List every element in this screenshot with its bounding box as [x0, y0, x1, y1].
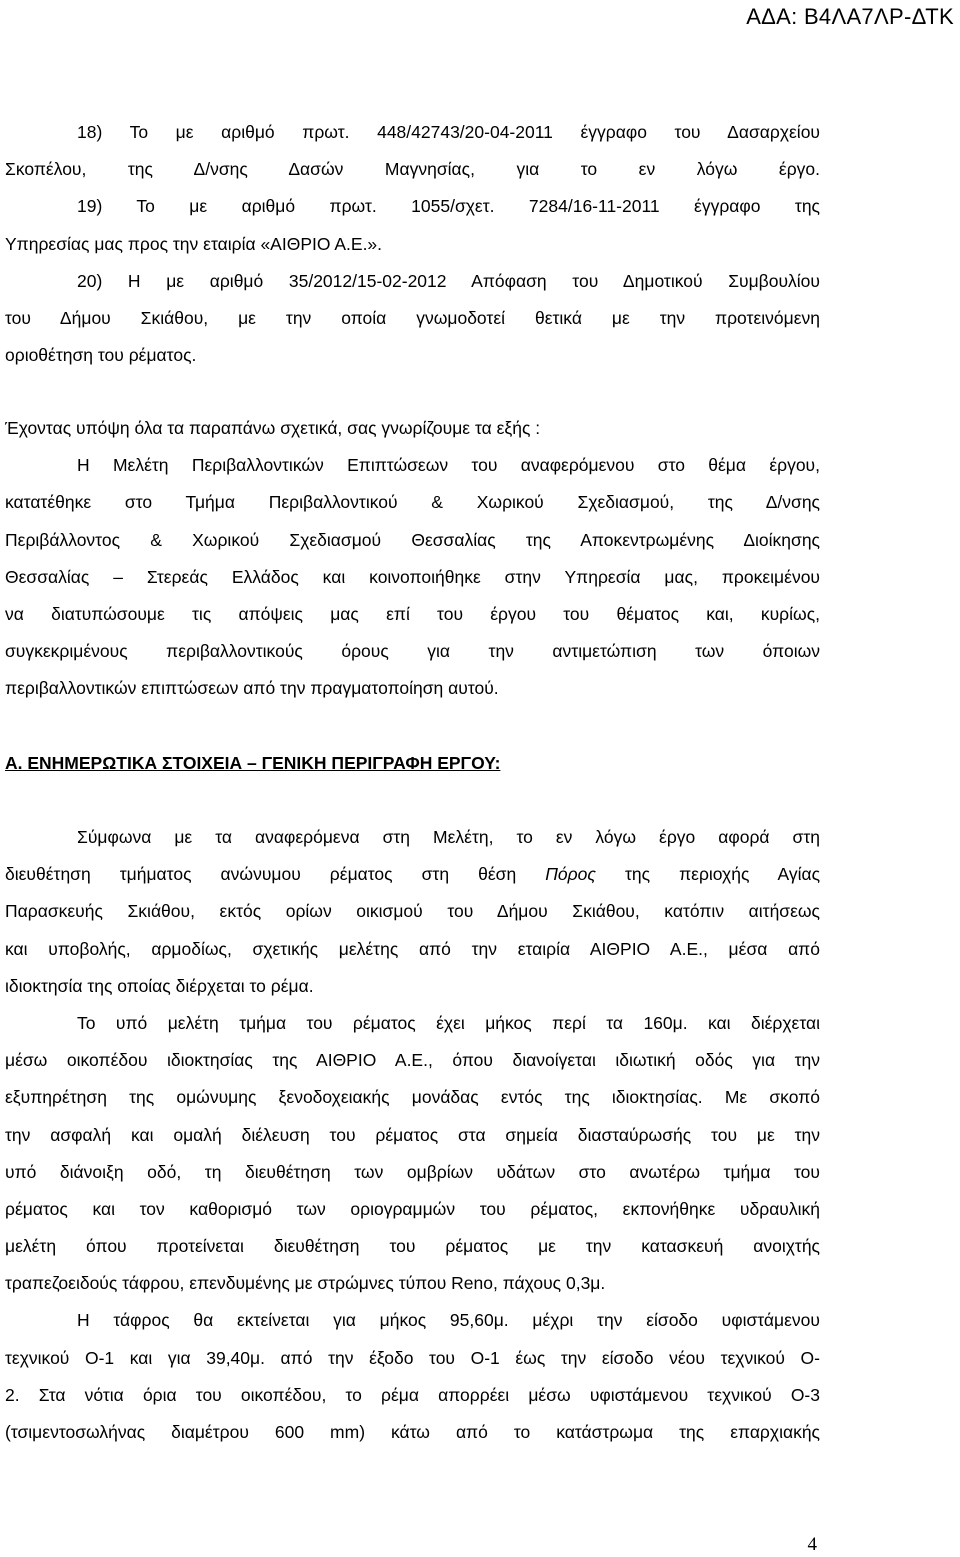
paragraph-line: εξυπηρέτηση της ομώνυμης ξενοδοχειακής μονάδας εντός της ιδιοκτησίας. Με σκοπό — [5, 1087, 820, 1108]
paragraph-line: να διατυπώσουμε τις απόψεις μας επί του έργου του θέματος και, κυρίως, — [5, 603, 820, 624]
paragraph-line-with-location — [5, 856, 820, 893]
paragraph-line: Θεσσαλίας – Στερεάς Ελλάδος και κοινοποιήθηκε στην Υπηρεσία μας, προκειμένου — [5, 566, 820, 587]
paragraph-line: μέσω οικοπέδου ιδιοκτησίας της ΑΙΘΡΙΟ Α.Ε., όπου διανοίγεται ιδιωτική οδός για την — [5, 1050, 820, 1071]
paragraph-line: ιδιοκτησία της οποίας διέρχεται το ρέμα. — [5, 975, 314, 996]
line-text: διευθέτηση τμήματος ανώνυμου ρέματος στη θέση — [5, 864, 546, 885]
reference-19-line-1: 19) Το με αριθμό πρωτ. 1055/σχετ. 7284/16-11-2011 έγγραφο της — [77, 196, 820, 217]
project-description — [5, 819, 820, 1451]
paragraph-line: (τσιμεντοσωλήνας διαμέτρου 600 mm) κάτω από το κατάστρωμα της επαρχιακής — [5, 1422, 820, 1442]
paragraph-line: τραπεζοειδούς τάφρου, επενδυμένης με στρώμνες τύπου Reno, πάχους 0,3μ. — [5, 1273, 606, 1294]
paragraph-line: Το υπό μελέτη τμήμα του ρέματος έχει μήκος περί τα 160μ. και διέρχεται — [77, 1012, 820, 1033]
reference-18-line-2: Σκοπέλου, της Δ/νσης Δασών Μαγνησίας, για το εν λόγω έργο. — [5, 159, 820, 180]
reference-18-line-1: 18) Το με αριθμό πρωτ. 448/42743/20-04-2011 έγγραφο του Δασαρχείου — [77, 122, 820, 142]
paragraph-line: Η Μελέτη Περιβαλλοντικών Επιπτώσεων του αναφερόμενου στο θέμα έργου, — [77, 455, 820, 476]
paragraph-line: τεχνικού Ο-1 και για 39,40μ. από την έξοδο του Ο-1 έως την είσοδο νέου τεχνικού Ο- — [5, 1347, 820, 1368]
paragraph-line: και υποβολής, αρμοδίως, σχετικής μελέτης από την εταιρία ΑΙΘΡΙΟ Α.Ε., μέσα από — [5, 938, 820, 959]
location-name: Πόρος — [545, 864, 596, 885]
section-heading-wrap — [5, 745, 820, 782]
paragraph-line: Περιβάλλοντος & Χωρικού Σχεδιασμού Θεσσαλίας της Αποκεντρωμένης Διοίκησης — [5, 529, 820, 550]
reference-19-line-2: Υπηρεσίας μας προς την εταιρία «ΑΙΘΡΙΟ Α.Ε.». — [5, 233, 383, 254]
ada-code: ΑΔΑ: Β4ΛΑ7ΛΡ-ΔΤΚ — [746, 4, 954, 29]
intro-paragraph — [5, 410, 820, 708]
paragraph-line: ρέματος και τον καθορισμό των οριογραμμών του ρέματος, εκπονήθηκε υδραυλική — [5, 1198, 820, 1219]
paragraph-line: Παρασκευής Σκιάθου, εκτός ορίων οικισμού του Δήμου Σκιάθου, κατόπιν αιτήσεως — [5, 901, 820, 922]
paragraph-line: συγκεκριμένους περιβαλλοντικούς όρους για την αντιμετώπιση των όποιων — [5, 641, 820, 662]
paragraph-line: μελέτη όπου προτείνεται διευθέτηση του ρέματος με την κατασκευή ανοιχτής — [5, 1236, 820, 1257]
reference-20-line-3: οριοθέτηση του ρέματος. — [5, 345, 197, 366]
paragraph-line: 2. Στα νότια όρια του οικοπέδου, το ρέμα απορρέει μέσω υφιστάμενου τεχνικού Ο-3 — [5, 1384, 820, 1405]
paragraph-line: κατατέθηκε στο Τμήμα Περιβαλλοντικού & Χωρικού Σχεδιασμού, της Δ/νσης — [5, 492, 820, 513]
paragraph-line: την ασφαλή και ομαλή διέλευση του ρέματος στα σημεία διασταύρωσής του με την — [5, 1124, 820, 1145]
reference-20-line-1: 20) Η με αριθμό 35/2012/15-02-2012 Απόφαση του Δημοτικού Συμβουλίου — [77, 270, 820, 291]
section-heading: Α. ΕΝΗΜΕΡΩΤΙΚΑ ΣΤΟΙΧΕΙΑ – ΓΕΝΙΚΗ ΠΕΡΙΓΡΑΦΗ ΕΡΓΟΥ: — [5, 753, 501, 773]
paragraph-line: Σύμφωνα με τα αναφερόμενα στη Μελέτη, το εν λόγω έργο αφορά στη — [77, 827, 820, 847]
reference-20-line-2: του Δήμου Σκιάθου, με την οποία γνωμοδοτεί θετικά με την προτεινόμενη — [5, 307, 820, 328]
paragraph-line: υπό διάνοιξη οδό, τη διευθέτηση των ομβρίων υδάτων στο ανωτέρω τμήμα του — [5, 1161, 820, 1182]
paragraph-line: Έχοντας υπόψη όλα τα παραπάνω σχετικά, σας γνωρίζουμε τα εξής : — [5, 418, 541, 438]
paragraph-line: Η τάφρος θα εκτείνεται για μήκος 95,60μ. μέχρι την είσοδο υφιστάμενου — [77, 1310, 820, 1331]
paragraph-line: περιβαλλοντικών επιπτώσεων από την πραγματοποίηση αυτού. — [5, 678, 499, 699]
line-text: της περιοχής Αγίας — [624, 864, 820, 885]
references-list — [5, 114, 820, 374]
page-number: 4 — [807, 1534, 817, 1555]
